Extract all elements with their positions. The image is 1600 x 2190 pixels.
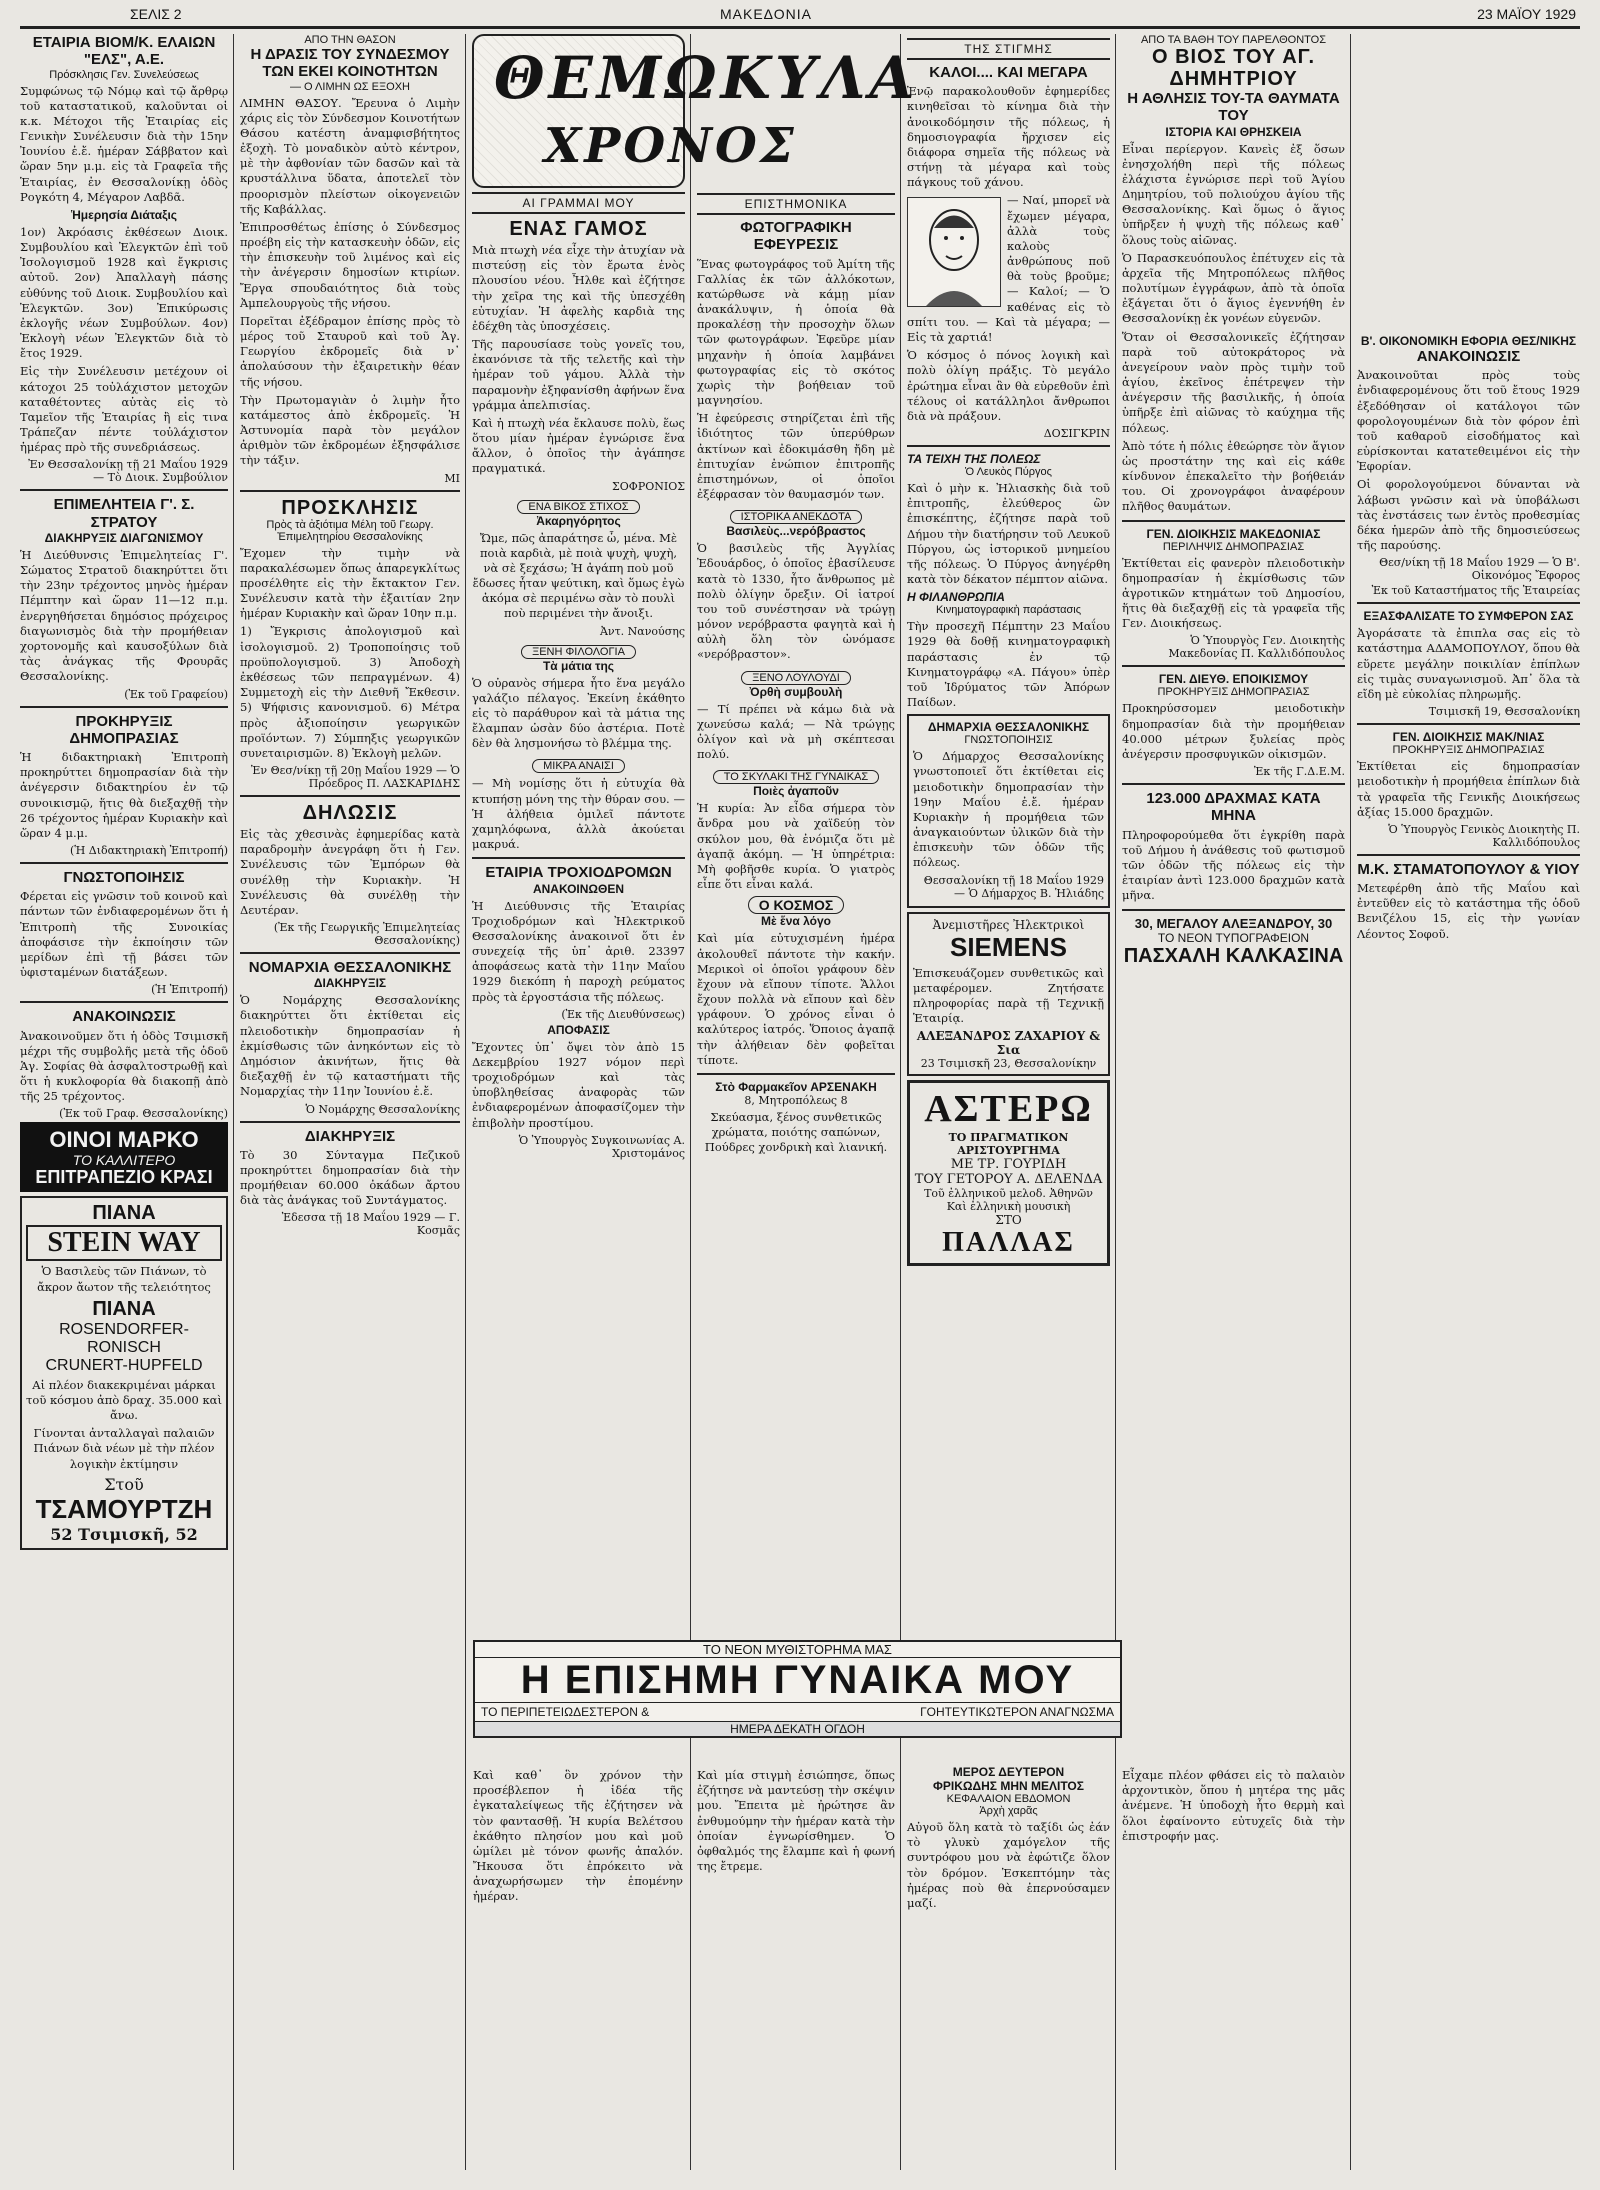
signature: Ἀντ. Νανούσης (599, 624, 685, 638)
signature: Ἐκ τοῦ Καταστήματος τῆς Ἑταιρείας (1371, 584, 1580, 598)
agenda-list: 1) Ἔγκρισις ἀπολογισμοῦ καὶ ἰσολογισμοῦ. 2) Τροποποίησις τοῦ προϋπολογισμοῦ. 3) Ἀποδοχὴ ἐκθέσεως τῶν πεπραγμένων. 4) Συμμετοχὴ εἰς τὴν Διεθνῆ Ἔκθεσιν. 5) Ψήφισις κανονισμοῦ. 6) Μέτρα πρὸς ἀξιοποίησιν γεωργικῶν προϊόντων. 7) Σύμπηξις γεωργικῶν συνεταιρισμῶν. 8) Ἐκλογὴ μελῶν. (240, 624, 460, 760)
article-text: Ὁ Δήμαρχος Θεσσαλονίκης γνωστοποιεῖ ὅτι ἐκτίθεται εἰς μειοδοτικὴν δημοπρασίαν τὴν 19ην Μαΐου ἐ.ἔ. ἡμέραν Κυριακὴν ἡ προμήθεια τῶν ἀναγκαιούντων ὑλικῶν διὰ τὴν ἐπισκευὴν τῶν ὁδῶν τῆς πόλεως. (913, 749, 1104, 870)
article-text: Οἱ φορολογούμενοι δύνανται νὰ λάβωσι γνῶσιν καὶ νὰ ὑποβάλωσι τὰς ἐνστάσεις των ἐντὸς προθεσμίας δέκα ἡμερῶν ἀπὸ τῆς δημοσιεύσεως τῆς παρούσης. (1357, 477, 1580, 553)
ad-text: Στοῦ (104, 1474, 144, 1494)
serial-column-1 (473, 1765, 683, 2165)
masthead (20, 4, 1580, 29)
signature: Θεσ/νίκη τῇ 18 Μαΐου 1929 — Ὁ Β'. Οἰκονόμος Ἔφορος (1379, 556, 1580, 583)
agenda-title: Ἡμερησία Διάταξις (70, 207, 178, 222)
ad-text: Ὁ Βασιλεὺς τῶν Πιάνων, τὸ ἄκρον ἄωτον τῆς τελειότητος (37, 1264, 211, 1294)
article-title: ΚΑΛΟΙ.... ΚΑΙ ΜΕΓΑΡΑ (929, 64, 1088, 81)
article-text: Ὁ βασιλεὺς τῆς Ἀγγλίας Ἐδουάρδος, ὁ ὁποῖος ἐβασίλευσε κατὰ τὸ 1330, ἦτο ἄνθρωπος μὲ πολὺ ὀλίγην ὄρεξιν. Οἱ ἰατροί του τοῦ συνέστησαν νὰ τρώγῃ μόνον νερόβραστα φαγητὰ καὶ ἡ αὐλὴ ὅλη τὸν ὠνόμασε «νερόβραστον». (697, 541, 895, 662)
serial-subtitle (475, 1702, 1120, 1721)
cinema-name: ΠΑΛΛΑΣ (942, 1227, 1075, 1259)
article-subtitle: ΙΣΤΟΡΙΑ ΚΑΙ ΘΡΗΣΚΕΙΑ (1165, 124, 1302, 139)
column-rule (1115, 34, 1116, 2170)
notice-title: ΓΕΝ. ΔΙΟΙΚΗΣΙΣ ΜΑΚΕΔΟΝΙΑΣ (1146, 526, 1321, 541)
notice-subtitle: ΔΙΑΚΗΡΥΞΙΣ ΔΙΑΓΩΝΙΣΜΟΥ (44, 530, 204, 545)
column-rule (1350, 34, 1351, 2170)
article-text: Τὴν Πρωτομαγιὰν ὁ λιμὴν ἦτο κατάμεστος ἀπὸ ἐκδρομεῖς. Ἡ Ἀστυνομία παρὰ τὸν μεγάλον ἀριθμὸν τῶν ἐκδρομέων ἐξησφάλισε τὴν τάξιν. (240, 392, 460, 468)
printing-ad-text: ΤΟ ΝΕΟΝ ΤΥΠΟΓΡΑΦΕΙΟΝ (1157, 930, 1310, 945)
divider (240, 490, 460, 492)
ad-text: ΣΤΟ (995, 1213, 1022, 1228)
divider (1357, 854, 1580, 856)
ad-heading: Ἀνεμιστῆρες Ἠλεκτρικοὶ (932, 917, 1085, 932)
serial-subtitle-right: ΓΟΗΤΕΥΤΙΚΩΤΕΡΟΝ ΑΝΑΓΝΩΣΜΑ (920, 1705, 1114, 1719)
notice-subtitle: ΔΙΑΚΗΡΥΞΙΣ (313, 976, 387, 991)
ad-tagline: ΤΟ ΚΑΛΛΙΤΕΡΟ (72, 1151, 176, 1168)
article-text: — Τί πρέπει νὰ κάμω διὰ νὰ χωνεύσω καλά; — Νὰ τρώγῃς ὀλίγον καὶ νὰ μὴ σκέπτεσαι πολύ. (697, 701, 895, 762)
ad-text: ΤΟΥ ΓΕΤΟΡΟΥ Α. ΔΕΛΕΝΔΑ (914, 1172, 1103, 1188)
serial-subtitle-left: ΤΟ ΠΕΡΙΠΕΤΕΙΩΔΕΣΤΕΡΟΝ & (481, 1705, 650, 1719)
article-text: Καὶ ἡ πτωχὴ νέα ἔκλαυσε πολὺ, ἕως ὅτου μίαν ἡμέραν ἐγνώρισε ἕνα ἄλλον, ὁ ὁποῖος τὴν ἀγάπησε πραγματικά. (472, 415, 685, 476)
astero-film-advertisement (907, 1080, 1110, 1266)
ad-text: Αἱ πλέον διακεκριμέναι μάρκαι τοῦ κόσμου ἀπὸ δραχ. 35.000 καὶ ἄνω. (26, 1377, 222, 1423)
section-tag: Ο ΚΟΣΜΟΣ (748, 896, 845, 914)
article-text: Εἶναι περίεργον. Κανεὶς ἐξ ὅσων ἐνησχολήθη περὶ τῆς πόλεως ἐλάχιστα ἐγνώρισε περὶ τοῦ Ἁγίου Δημητρίου, τοῦ πολιούχου ἁγίου τῆς Θεσσαλονίκης. Καὶ ὅμως ὁ ἅγιος ὑπῆρξεν ἡ ψυχὴ τῆς πόλεως καθ᾽ ὅλους τοὺς αἰῶνας. (1122, 141, 1345, 247)
article-text: Εἰς τὰς χθεσινὰς ἐφημερίδας κατὰ παραδρομὴν ἀνεγράφη ὅτι ἡ Γεν. Συνέλευσις τῶν Ἐμπόρων θὰ συνέλθῃ τὴν Κυριακὴν. Ἡ Συνέλευσις θὰ συνέλθῃ τὴν Δευτέραν. (240, 827, 460, 917)
article-text: Πληροφορούμεθα ὅτι ἐγκρίθη παρὰ τοῦ Δήμου ἡ ἀνάθεσις τοῦ φωτισμοῦ τῶν ὁδῶν τῆς πόλεως εἰς τὴν ἑταιρίαν ἀντὶ 123.000 δραχμῶν κατὰ μῆνα. (1122, 827, 1345, 903)
decorative-section-title (472, 34, 919, 188)
ad-heading: ΠΙΑΝΑ (92, 1297, 156, 1320)
article-text: Ἀνακοινοῦται πρὸς τοὺς ἐνδιαφερομένους ὅτι τοῦ ἔτους 1929 ἐξεδόθησαν οἱ κατάλογοι τῶν φορολογουμένων διὰ τὸν φόρον ἐπὶ τοῦ καθαροῦ εἰσοδήματος καὶ εὑρίσκονται κατατεθειμένοι εἰς τὴν Ἐφορίαν. (1357, 368, 1580, 474)
deco-title-line-1: ΘΕΜΩΚΥΛΑ (494, 44, 919, 112)
ad-brand: STEIN WAY (26, 1225, 222, 1261)
ad-slogan: ΕΠΙΤΡΑΠΕΖΙΟ ΚΡΑΣΙ (35, 1166, 213, 1187)
signature: Τσιμισκῆ 19, Θεσσαλονίκη (1428, 705, 1580, 719)
divider (20, 489, 228, 491)
notice-title: ΓΕΝ. ΔΙΕΥΘ. ΕΠΟΙΚΙΣΜΟΥ (1158, 672, 1309, 687)
article-text: Καὶ μία εὐτυχισμένη ἡμέρα ἀκολουθεῖ πάντοτε τὴν κακήν. Μερικοὶ οἱ ὁποῖοι γράφουν δὲν ἔχουν νὰ εἴπουν τίποτε. Ἄλλοι ἔχουν πολλὰ νὰ εἴπουν καὶ δὲν γράφουν. Ὁ χρόνος εἶναι ὁ καλύτερος ἰατρός. Ὅποιος ἀγαπᾷ τὴν ἀλήθειαν δὲν φοβεῖται τίποτε. (697, 931, 895, 1067)
column-rule (465, 34, 466, 2170)
serial-head: ΤΟ ΝΕΟΝ ΜΥΘΙΣΤΟΡΗΜΑ ΜΑΣ (475, 1642, 1120, 1658)
article-title: ΕΝΑΣ ΓΑΜΟΣ (509, 218, 648, 240)
column-5 (907, 34, 1110, 1634)
section-tag: ΜΙΚΡΑ ΑΝΑΙΣΙ (532, 759, 625, 773)
signature: (Ἡ Διδακτηριακὴ Ἐπιτροπή) (70, 844, 228, 858)
shop-ad-title: Μ.Κ. ΣΤΑΜΑΤΟΠΟΥΛΟΥ & ΥΙΟΥ (1357, 860, 1580, 878)
article-title: ΤΑ ΤΕΙΧΗ ΤΗΣ ΠΟΛΕΩΣ (907, 452, 1041, 467)
signature: (Ἐκ τοῦ Γραφείου) (124, 687, 228, 701)
ad-brand: CRUNERT-HUPFELD (45, 1356, 203, 1374)
pharmacy-ad-address: 8, Μητροπόλεως 8 (744, 1093, 848, 1107)
notice-subtitle: ΠΕΡΙΛΗΨΙΣ ΔΗΜΟΠΡΑΣΙΑΣ (1162, 540, 1305, 553)
serial-title: Η ΕΠΙΣΗΜΗ ΓΥΝΑΙΚΑ ΜΟΥ (520, 1658, 1075, 1702)
notice-title: ΠΡΟΣΚΛΗΣΙΣ (281, 496, 419, 519)
column-7 (1357, 34, 1580, 1634)
signature: (Ἐκ τοῦ Γραφ. Θεσσαλονίκης) (59, 1107, 228, 1121)
serial-novel-banner (473, 1640, 1122, 1738)
article-title: ΕΤΑΙΡΙΑ ΒΙΟΜ/Κ. ΕΛΑΙΩΝ "ΕΛΣ", Α.Ε. (32, 34, 216, 69)
notice-title: ΓΝΩΣΤΟΠΟΙΗΣΙΣ (63, 869, 185, 887)
section-rubric: ΤΗΣ ΣΤΙΓΜΗΣ (907, 38, 1110, 60)
article-text: Ὁ Νομάρχης Θεσσαλονίκης διακηρύττει ὅτι ἐκτίθεται εἰς πλειοδοτικὴν δημοπρασίαν ἡ ἐκμίσθωσις τῶν ἀνηκόντων εἰς τὸ Δημόσιον ἀκινήτων, ἥτις θὰ διεξαχθῇ ἐν τῷ καταστήματι τῆς Νομαρχίας τὴν 11ην Ἰουνίου ἐ.ἔ. (240, 993, 460, 1099)
signature: Ἐν Θεσ/νίκῃ τῇ 20ῃ Μαΐου 1929 — Ὁ Πρόεδρος Π. ΛΑΣΚΑΡΙΔΗΣ (251, 764, 460, 791)
dialog-text: — Ναί, μπορεῖ νὰ ἔχωμεν μέγαρα, ἀλλὰ τοὺς καλοὺς ἀνθρώπους ποῦ θὰ τοὺς βροῦμε; — Καλοί; — Ὁ καθένας εἰς τὸ σπίτι του. — Καὶ τὰ μέγαρα; — Εἰς τὰ χαρτιά! (907, 193, 1110, 344)
divider (20, 862, 228, 864)
column-rule (900, 34, 901, 2170)
article-text: Ἐνῷ παρακολουθοῦν ἐφημερίδες κινηθεῖσαι τὸ κίνημα διὰ τὴν ἀνοικοδόμησιν τῆς πόλεως, ἡ δημοσιογραφία ἤρχισεν εἰς διάφορα σημεῖα τῆς πόλεως νὰ στήνῃ τὰ μέγαρα καὶ τοὺς πάγκους τοῦ χάνου. (907, 84, 1110, 190)
wine-advertisement (20, 1122, 228, 1192)
article-text: Τῆς παρουσίασε τοὺς γονεῖς του, ἐκανόνισε τὰ τῆς τελετῆς καὶ τὴν ἡμέραν τοῦ γάμου. Ἀλλὰ τὴν παραμονὴν ἐξηφανίσθη ἀφήνων ἕνα γράμμα ἀπελπισίας. (472, 337, 685, 412)
article-text: Ἕνας φωτογράφος τοῦ Ἀμίτη τῆς Γαλλίας ἐκ τῶν ἀλλόκοτων, κατώρθωσε νὰ κάμῃ μίαν ἀνακάλυψιν, ἡ ὁποία θὰ προκαλέσῃ τὴν προσοχὴν ὅλων τῶν φωτογράφων. Ἐφεῦρε μίαν μηχανὴν ἡ ὁποία λαμβάνει φωτογραφίας εἰς τὸ σκότος χωρὶς τὴν βοήθειαν τοῦ μαγνησίου. (697, 256, 895, 408)
article-text: Πορεῖται ἐξέδραμον ἐπίσης πρὸς τὸ μέρος τοῦ Σταυροῦ καὶ τοῦ Ἁγ. Γεωργίου ἐκδρομεῖς διὰ ν᾽ ἀπολαύσουν τὴν ἐξαιρετικὴν θέαν τῆς νήσου. (240, 313, 460, 389)
article-text: Συμφώνως τῷ Νόμῳ καὶ τῷ ἄρθρῳ τοῦ καταστατικοῦ, καλοῦνται οἱ κ.κ. Μέτοχοι τῆς Ἑταιρίας εἰς Γενικὴν Συνέλευσιν διὰ τὴν 15ην Ἰουνίου ἐ.ἔ. ἡμέραν Σάββατον καὶ ὥραν 5ην μ.μ. εἰς τὰ Γραφεῖα τῆς Ἑταιρίας, ἐν Θεσσαλονίκῃ ὁδὸς Ρογκότη 4, Μέγαρον Λαβδᾶ. (20, 83, 228, 204)
article-subtitle: — Ο ΛΙΜΗΝ ΩΣ ΕΞΟΧΗ (290, 80, 410, 93)
divider (1122, 783, 1345, 785)
ad-brand: SIEMENS (949, 931, 1068, 962)
article-text: Εἰς τὴν Συνέλευσιν μετέχουν οἱ κάτοχοι 25 τοὐλάχιστον μετοχῶν καταθέτοντες αὐτὰς εἰς τὸ Ταμεῖον τῆς Ἑταιρίας ἢ εἰς τινα Τράπεζαν πέντε τοὐλάχιστον ἡμέρας πρὸ τῆς συνεδριάσεως. (20, 364, 228, 455)
divider (240, 1121, 460, 1123)
notice-title: Β'. ΟΙΚΟΝΟΜΙΚΗ ΕΦΟΡΙΑ ΘΕΣ/ΝΙΚΗΣ (1360, 334, 1577, 348)
notice-subtitle: ΑΝΑΚΟΙΝΩΘΕΝ (532, 881, 625, 896)
issue-date: 23 ΜΑΪΟΥ 1929 (1477, 6, 1576, 22)
page-number: ΣΕΛΙΣ 2 (130, 6, 182, 22)
divider (1122, 909, 1345, 911)
serial-column-2 (697, 1765, 895, 2165)
divider (697, 1073, 895, 1075)
column-2 (240, 34, 460, 2174)
signature: Ἐν Θεσσαλονίκῃ τῇ 21 Μαΐου 1929 — Τὸ Διοικ. Συμβούλιον (28, 458, 228, 485)
notice-title: 123.000 ΔΡΑΧΜΑΣ ΚΑΤΑ ΜΗΝΑ (1146, 790, 1321, 825)
serial-day: ΗΜΕΡΑ ΔΕΚΑΤΗ ΟΓΔΟΗ (475, 1721, 1120, 1736)
piano-advertisement (20, 1196, 228, 1549)
article-text: Ὁ οὐρανὸς σήμερα ἦτο ἕνα μεγάλο γαλάζιο πέλαγος. Ἐκείνη ἐκάθητο εἰς τὸ παράθυρον καὶ τὰ μάτια της ἔλαμπαν ὡσὰν δύο ἀστέρια. Ποτὲ δὲν θὰ λησμονήσω τὸ βλέμμα της. (472, 675, 685, 751)
section-tag: ΙΣΤΟΡΙΚΑ ΑΝΕΚΔΟΤΑ (730, 510, 863, 524)
ad-title: ΕΞΑΣΦΑΛΙΣΑΤΕ ΤΟ ΣΥΜΦΕΡΟΝ ΣΑΣ (1363, 609, 1574, 624)
article-title: Η ΦΙΛΑΝΘΡΩΠΙΑ (907, 590, 1005, 605)
divider (1357, 602, 1580, 604)
divider (240, 795, 460, 797)
article-kicker: Πρόσκλησις Γεν. Συνελεύσεως (49, 68, 199, 81)
signature: (Ἡ Ἐπιτροπή) (151, 983, 228, 997)
serial-part: ΜΕΡΟΣ ΔΕΥΤΕΡΟΝ (952, 1765, 1065, 1779)
poem-title: Ἀκαρηγόρητος (536, 513, 621, 528)
article-text: Μετεφέρθη ἀπὸ τῆς Μαΐου καὶ ἐντεῦθεν εἰς τὸ κατάστημα τῆς ὁδοῦ Βενιζέλου 15, εἰς τὴν γωνίαν Λέοντος Σοφοῦ. (1357, 881, 1580, 941)
municipal-notice (907, 714, 1110, 907)
divider (472, 857, 685, 859)
article-text: Ἐπιπροσθέτως ἐπίσης ὁ Σύνδεσμος προέβη εἰς τὴν κατασκευὴν ὁδῶν, εἰς τὴν ἐπισκευὴν τοῦ λιμένος καὶ εἰς τὴν ἀνέγερσιν δημοσίων κτιρίων. Ἔργα σπουδαιότητος διὰ τοὺς Ἀμπελουργοὺς τῆς νήσου. (240, 219, 460, 310)
film-title: ΑΣΤΕΡΩ (924, 1088, 1093, 1131)
article-title: Η ΔΡΑΣΙΣ ΤΟΥ ΣΥΝΔΕΣΜΟΥ ΤΩΝ ΕΚΕΙ ΚΟΙΝΟΤΗΤΩΝ (250, 46, 450, 81)
serial-chapter-title: Ἀρχὴ χαρᾶς (979, 1805, 1038, 1817)
ad-text: Ἐπισκευάζομεν συνθετικῶς καὶ μεταφέρομεν. Ζητήσατε πληροφορίας παρὰ τῇ Τεχνικῇ Ἑταιρίᾳ. (913, 965, 1104, 1026)
notice-subtitle: ΓΝΩΣΤΟΠΟΙΗΣΙΣ (964, 734, 1053, 747)
article-text: Φέρεται εἰς γνῶσιν τοῦ κοινοῦ καὶ πάντων τῶν ἐνδιαφερομένων ὅτι ἡ Ἐπιτροπὴ τῆς Συνοικίας ἀποφάσισε τὴν ἐκποίησιν τῶν μερίδων ἐπὶ τῇ βάσει τῶν ὑφισταμένων διατάξεων. (20, 889, 228, 980)
advice-title: Ὀρθὴ συμβουλὴ (749, 684, 843, 699)
notice-subtitle: ΑΠΟΦΑΣΙΣ (547, 1022, 610, 1037)
article-subtitle: Ὁ Λευκὸς Πύργος (965, 466, 1052, 479)
ad-text: ΜΕ ΤΡ. ΓΟΥΡΙΔΗ (950, 1157, 1067, 1173)
signature: ΣΟΦΡΟΝΙΟΣ (612, 479, 685, 493)
signature: ΜΙ (444, 471, 460, 485)
notice-title: ΕΠΙΜΕΛΗΤΕΙΑ Γ'. Σ. ΣΤΡΑΤΟΥ (53, 496, 195, 531)
divider (1357, 723, 1580, 725)
notice-title: ΝΟΜΑΡΧΙΑ ΘΕΣΣΑΛΟΝΙΚΗΣ (248, 959, 452, 977)
section-rubric: ΕΠΙΣΤΗΜΟΝΙΚΑ (697, 193, 895, 215)
article-title: ΦΩΤΟΓΡΑΦΙΚΗ ΕΦΕΥΡΕΣΙΣ (740, 219, 852, 254)
signature: Ἐκ τῆς Γ.Δ.Ε.Μ. (1254, 765, 1345, 779)
notice-title: ΠΡΟΚΗΡΥΞΙΣ ΔΗΜΟΠΡΑΣΙΑΣ (69, 712, 179, 747)
section-tag: ΞΕΝΗ ΦΙΛΟΛΟΓΙΑ (521, 645, 636, 659)
signature: Ὁ Ὑπουργὸς Συγκοινωνίας Α. Χριστομάνος (518, 1133, 685, 1160)
humor-title: Ποιὲς ἀγαποῦν (753, 784, 839, 799)
serial-column-3 (907, 1765, 1110, 2165)
notice-title: ΑΝΑΚΟΙΝΩΣΙΣ (72, 1008, 176, 1026)
pharmacy-ad-text: Σκεύασμα, ξένος συνθετικῶς χρώματα, ποιότης σαπώνων, Πούδρες χονδρικὴ καὶ λιανική. (704, 1109, 888, 1155)
article-text: Καὶ ὁ μὴν κ. Ἠλιασκὴς διὰ τοῦ ἐπιτροπῆς, ἐλεύθερος ὢν ἐπισκέπτης, ἐζήτησε παρὰ τοῦ Δήμου τὴν διατήρησιν τοῦ Λευκοῦ Πύργου, ὡς ἱστορικοῦ μνημείου τῆς πόλεως. Ὁ Πύργος ἀνηγέρθη κατὰ τὸν δέκατον πέμπτον αἰῶνα. (907, 481, 1110, 587)
column-1 (20, 34, 228, 2174)
article-text: Προκηρύσσομεν μειοδοτικὴν δημοπρασίαν διὰ τὴν προμήθειαν 40.000 μέτρων ξυλείας πρὸς ἀνέγερσιν προσφυγικῶν οἰκισμῶν. (1122, 701, 1345, 761)
anecdote-title: Βασιλεὺς...νερόβραστος (726, 524, 866, 539)
signature: Ὁ Ὑπουργὸς Γενικὸς Διοικητὴς Π. Καλλιδόπουλος (1388, 822, 1580, 849)
ad-heading: ΠΙΑΝΑ (92, 1202, 156, 1225)
signature: Θεσσαλονίκη τῇ 18 Μαΐου 1929 — Ὁ Δήμαρχος Β. Ἡλιάδης (923, 873, 1104, 900)
notice-subtitle: Πρὸς τὰ ἀξιότιμα Μέλη τοῦ Γεωργ. Ἐπιμελητηρίου Θεσσαλονίκης (266, 518, 434, 543)
notice-title: ΓΕΝ. ΔΙΟΙΚΗΣΙΣ ΜΑΚ/ΝΙΑΣ (1392, 730, 1545, 745)
section-tag: ΞΕΝΟ ΛΟΥΛΟΥΔΙ (741, 671, 851, 685)
ad-address: 52 Τσιμισκῆ, 52 (50, 1524, 198, 1544)
serial-text: Καὶ καθ᾽ ὃν χρόνον τὴν προσέβλεπον ἡ ἰδέα τῆς ἐγκαταλείψεως τῆς ἐζήτησεν νὰ τὸν φαντασθῇ. Ἡ κυρία Βελέτσου ἐκάθητο πλησίον μου καὶ μοῦ ὡμίλει μὲ τόνον φωνῆς ἀπαλόν. Ἤκουσα ὅτι ἐπρόκειτο νὰ ἀναχωρήσωμεν τὴν ἑπομένην ἡμέραν. (473, 1768, 683, 1904)
serial-part-title: ΦΡΙΚΩΔΗΣ ΜΗΝ ΜΕΛΙΤΟΣ (933, 1779, 1084, 1793)
notice-subtitle: ΠΡΟΚΗΡΥΞΙΣ ΔΗΜΟΠΡΑΣΙΑΣ (1157, 686, 1310, 699)
divider (1122, 665, 1345, 667)
article-kicker: ΑΠΟ ΤΗΝ ΘΑΣΟΝ (304, 34, 396, 46)
divider (240, 952, 460, 954)
article-text: Ἔχοντες ὑπ᾽ ὄψει τὸν ἀπὸ 15 Δεκεμβρίου 1927 νόμον περὶ τροχιοδρόμων καὶ τὰς ὑποβληθείσας ἀναφορὰς τῶν ἐνδιαφερομένων ἀποφασίζομεν τὴν ἐπιβολὴν προστίμου. (472, 1039, 685, 1130)
ad-store-name: ΤΣΑΜΟΥΡΤΖΗ (35, 1493, 213, 1524)
article-text: Ἔχομεν τὴν τιμὴν νὰ παρακαλέσωμεν ὅπως ἀπαρεγκλίτως προσέλθητε εἰς τὴν ἔκτακτον Γεν. Συνέλευσιν κατὰ τὴν ἐξαιτίαν 2ην ἡμέραν Κυριακὴν καὶ ὥραν 10ην π.μ. (240, 545, 460, 621)
article-kicker: ΑΠΟ ΤΑ ΒΑΘΗ ΤΟΥ ΠΑΡΕΛΘΟΝΤΟΣ (1140, 34, 1327, 46)
article-text: Ἀπὸ τότε ἡ πόλις ἐθεώρησε τὸν ἅγιον ὡς προστάτην της καὶ εἰς κάθε κίνδυνον ἐπεκαλεῖτο τὴν βοήθειάν του. Οἱ χρονογράφοι ἀναφέρουν πλῆθος θαυμάτων. (1122, 438, 1345, 514)
deco-title-line-2: ΧΡΟΝΟΣ (544, 118, 797, 174)
signature: (Ἐκ τῆς Διευθύνσεως) (561, 1007, 685, 1021)
notice-subtitle: ΠΡΟΚΗΡΥΞΙΣ ΔΗΜΟΠΡΑΣΙΑΣ (1392, 744, 1545, 757)
section-rubric: ΑΙ ΓΡΑΜΜΑΙ ΜΟΥ (472, 192, 685, 214)
pharmacy-ad-title: Στὸ Φαρμακεῖον ΑΡΣΕΝΑΚΗ (715, 1079, 877, 1094)
serial-chapter: ΚΕΦΑΛΑΙΟΝ ΕΒΔΟΜΟΝ (946, 1793, 1071, 1805)
notice-title: ΔΗΛΩΣΙΣ (302, 802, 398, 825)
section-tag: ΕΝΑ ΒΙΚΟΣ ΣΤΙΧΟΣ (517, 500, 639, 514)
article-text: Ὅταν οἱ Θεσσαλονικεῖς ἐζήτησαν παρὰ τοῦ αὐτοκράτορος νὰ ἀνεγείρουν ναὸν πρὸς τιμὴν τοῦ ἁγίου, ἐκεῖνος ἐπέτρεψεν τὴν ἀνέγερσιν τῆς βασιλικῆς, ἡ ὁποία ὑπῆρξε ἐπὶ αἰῶνας τὸ καύχημα τῆς πόλεως. (1122, 329, 1345, 435)
printing-ad-address: 30, ΜΕΓΑΛΟΥ ΑΛΕΞΑΝΔΡΟΥ, 30 (1134, 915, 1333, 931)
printing-ad-name: ΠΑΣΧΑΛΗ ΚΑΛΚΑΣΙΝΑ (1123, 944, 1344, 967)
divider (1122, 520, 1345, 522)
article-text: Ἀνακοινοῦμεν ὅτι ἡ ὁδὸς Τσιμισκῆ μέχρι τῆς συμβολῆς μετὰ τῆς ὁδοῦ Ἁγ. Σοφίας θὰ ἀσφαλτοστρωθῇ καὶ ὅτι ἡ κυκλοφορία θὰ διακοπῇ ἀπὸ τῆς 25 τρέχοντος. (20, 1028, 228, 1104)
aphorism-title: Μὲ ἕνα λόγο (761, 914, 831, 929)
article-text: Ἐκτίθεται εἰς φανερὸν πλειοδοτικὴν δημοπρασίαν ἡ ἐκμίσθωσις τῶν ἀγροτικῶν κτημάτων τοῦ Δημοσίου, ἥτις θὰ διεξαχθῇ εἰς τὰ γραφεῖα τῆς Γεν. Διοικήσεως. (1122, 555, 1345, 631)
ad-company: ΑΛΕΞΑΝΔΡΟΣ ΖΑΧΑΡΙΟΥ & Σια (916, 1029, 1101, 1058)
article-text: Ὁ Παρασκευόπουλος ἐπέτυχεν εἰς τὰ ἀρχεῖα τῆς Μητροπόλεως πλῆθος πολυτίμων ἐγγράφων, ἀπὸ τὰ ὁποῖα ἐξάγεται ὅτι ὁ ἅγιος ἐγεννήθη ἐν Θεσσαλονίκῃ ἐκ γονέων εὐγενῶν. (1122, 250, 1345, 326)
article-text: — Μὴ νομίσῃς ὅτι ἡ εὐτυχία θὰ κτυπήσῃ μόνη της τὴν θύραν σου. — Ἡ ἀλήθεια ὁμιλεῖ πάντοτε χαμηλόφωνα, ἀλλὰ ἀκούεται μακρυά. (472, 776, 685, 852)
article-text: Μιὰ πτωχὴ νέα εἶχε τὴν ἀτυχίαν νὰ πιστεύσῃ εἰς τὸν ἔρωτα ἑνὸς πλουσίου νέου. Ἦλθε καὶ ἐζήτησε τὴν χεῖρα της καὶ τῆς ὑπεσχέθη εὐτυχίαν. Ἡ ἀφελὴς καρδιὰ της ἐδέχθη τὰς ὑποσχέσεις. (472, 243, 685, 333)
notice-title: ΔΙΑΚΗΡΥΞΙΣ (304, 1127, 396, 1145)
serial-text: Καὶ μία στιγμὴ ἐσιώπησε, ὅπως ἐζήτησε νὰ μαντεύσῃ τὴν σκέψιν μου. Ἔπειτα μὲ ἠρώτησε ἂν ἐνθυμούμην τὴν ἡμέραν κατὰ τὴν ὁποίαν ἐγνωρίσθημεν. Ὁ ὀφθαλμός της ἔλαμπε καὶ ἡ φωνή της ἔτρεμε. (697, 1768, 895, 1874)
poem-text: Ὤμε, πῶς ἀπαράτησε ὦ, μένα. Μὲ ποιὰ καρδιὰ, μὲ ποιὰ ψυχὴ, ψυχὴ, νὰ σὲ ξεχάσω; Ἡ ἀγάπη ποὺ μοῦ ἔδωσες ἦταν ψεύτικη, καὶ ὅμως ἐγὼ ἀκόμα σὲ περιμένω σὰν τὸ πουλὶ ποὺ περιμένει τὴν ἄνοιξι. (472, 530, 685, 621)
article-text: Τὸ 30 Σύνταγμα Πεζικοῦ προκηρύττει δημοπρασίαν διὰ τὴν προμήθειαν 60.000 ὀκάδων ἄρτου διὰ τὰς ἀνάγκας τοῦ Συντάγματος. (240, 1147, 460, 1208)
article-text: Ἡ ἐφεύρεσις στηρίζεται ἐπὶ τῆς ἰδιότητος τῶν ὑπερύθρων ἀκτίνων καὶ ἐδοκιμάσθη ἤδη μὲ ἐπιτυχίαν ἐνώπιον ἐπιτροπῆς ἐπιστημόνων, οἱ ὁποῖοι ἐξέφρασαν τὸν θαυμασμόν των. (697, 411, 895, 502)
article-text: Ἡ Διεύθυνσις τῆς Ἑταιρίας Τροχιοδρόμων καὶ Ἠλεκτρικοῦ Θεσσαλονίκης ἀνακοινοῖ ὅτι ἐν συνεχείᾳ τῆς ὑπ᾽ ἀριθ. 23397 ἀποφάσεως κατὰ τὴν 11ην Μαΐου 1929 διεκόπη ἡ παροχὴ ρεύματος πρὸς τὰ ἐργοστάσια τῆς πόλεως. (472, 898, 685, 1004)
column-rule (233, 34, 234, 2170)
notice-title: ΕΤΑΙΡΙΑ ΤΡΟΧΙΟΔΡΟΜΩΝ (485, 864, 672, 882)
notice-title: ΔΗΜΑΡΧΙΑ ΘΕΣΣΑΛΟΝΙΚΗΣ (927, 720, 1090, 735)
signature: Ὁ Νομάρχης Θεσσαλονίκης (305, 1102, 460, 1116)
ad-text: Γίνονται ἀνταλλαγαὶ παλαιῶν Πιάνων διὰ νέων μὲ τὴν πλέον λογικὴν ἐκτίμησιν (33, 1426, 215, 1471)
serial-column-4 (1122, 1765, 1345, 2165)
siemens-advertisement (907, 912, 1110, 1077)
article-subtitle: Η ΑΘΛΗΣΙΣ ΤΟΥ-ΤΑ ΘΑΥΜΑΤΑ ΤΟΥ (1127, 90, 1340, 125)
column-4 (697, 34, 895, 1634)
signature: ΔΟΣΙΓΚΡΙΝ (1043, 427, 1110, 441)
article-title: Ο ΒΙΟΣ ΤΟΥ ΑΓ. ΔΗΜΗΤΡΙΟΥ (1151, 46, 1316, 90)
ad-brand: ΟΙΝΟΙ ΜΑΡΚΟ (49, 1127, 199, 1153)
cartoon-portrait-image (907, 197, 1001, 307)
column-6 (1122, 34, 1345, 1634)
ad-brand: ROSENDORFER-RONISCH (59, 1320, 189, 1356)
ad-text: Καὶ ἑλληνικὴ μουσικὴ (946, 1200, 1071, 1214)
divider (20, 1001, 228, 1003)
story-title: Τὰ μάτια της (542, 658, 615, 673)
notice-subtitle: ΑΝΑΚΟΙΝΩΣΙΣ (1416, 348, 1521, 365)
section-tag: ΤΟ ΣΚΥΛΑΚΙ ΤΗΣ ΓΥΝΑΙΚΑΣ (713, 770, 879, 784)
signature: Ὁ Ὑπουργὸς Γεν. Διοικητὴς Μακεδονίας Π. Καλλιδόπουλος (1168, 634, 1345, 661)
article-text: Ὁ κόσμος ὁ πόνος λογικὴ καὶ πολὺ ὀλίγη πράξις. Τὸ μεγάλο ἐρώτημα εἶναι ἂν θὰ εὑρεθοῦν ἐπὶ τέλους οἱ κατάλληλοι ἄνθρωποι διὰ νὰ πράξουν. (907, 348, 1110, 423)
ad-text: Τοῦ ἐλληνικοῦ μελοδ. Ἀθηνῶν (924, 1187, 1093, 1201)
article-text: Ἐκτίθεται εἰς δημοπρασίαν μειοδοτικὴν ἡ προμήθεια ἐπίπλων διὰ τὰ γραφεῖα τῆς Γενικῆς Διοικήσεως ἀξίας 15.000 δραχμῶν. (1357, 759, 1580, 819)
article-text: Τὴν προσεχῆ Πέμπτην 23 Μαΐου 1929 θὰ δοθῇ κινηματογραφικὴ παράστασις ἐν τῷ Κινηματογράφῳ «Α. Πάγου» ὑπὲρ τοῦ Ἱδρύματος τῶν Ἀπόρων Παίδων. (907, 619, 1110, 710)
divider (907, 445, 1110, 447)
article-text: Ἡ Διεύθυνσις Ἐπιμελητείας Γ'. Σώματος Στρατοῦ διακηρύττει ὅτι τὴν 23ην τρέχοντος μηνὸς ἡμέραν Πέμπτην καὶ ὥραν 11—12 π.μ. ἐνεργηθήσεται δημόσιος πρόχειρος διαγωνισμὸς διὰ τὴν προμήθειαν χορτονομῆς καὶ καυσοξύλων διὰ τὰς ἀνάγκας τῆς Φρουρᾶς Θεσσαλονίκης. (20, 547, 228, 684)
article-subtitle: Κινηματογραφικὴ παράστασις (935, 604, 1082, 617)
column-rule (690, 34, 691, 2170)
serial-text: Εἶχαμε πλέον φθάσει εἰς τὸ παλαιὸν ἀρχοντικὸν, ὅπου ἡ μητέρα της μᾶς ἀνέμενε. Ἡ ὑποδοχὴ ἦτο θερμὴ καὶ ὅλοι ἐφαίνοντο εὐτυχεῖς διὰ τὴν ἐπιστροφήν μας. (1122, 1768, 1345, 1843)
article-text: Ἡ διδακτηριακὴ Ἐπιτροπὴ προκηρύττει δημοπρασίαν διὰ τὴν ἀνέγερσιν διδακτηρίου ἐν τῷ συνοικισμῷ, ἥτις θὰ διεξαχθῇ τὴν 26 τρέχοντος ἡμέραν Κυριακὴν καὶ ὥραν 4 μ.μ. (20, 750, 228, 840)
article-text: ΛΙΜΗΝ ΘΑΣΟΥ. Ἔρευνα ὁ Λιμὴν χάρις εἰς τὸν Σύνδεσμον Κοινοτήτων Θάσου κατέστη ἀναμφισβήτητος ἐξοχὴ. Τὸ μοναδικὸν αὐτὸ κέντρον, μὲ τὴν ἀφθονίαν τῶν δασῶν καὶ τὰ κρυστάλλινα ὕδατα, ἀποτελεῖ τὸν προορισμὸν πλείστων οἰκογενειῶν τῆς Καβάλλας. (240, 95, 460, 216)
divider (20, 706, 228, 708)
article-text: 1ον) Ἀκρόασις ἐκθέσεων Διοικ. Συμβουλίου καὶ Ἐλεγκτῶν ἐπὶ τοῦ Ἰσολογισμοῦ 1928 καὶ ἔγκρισις αὐτοῦ. 2ον) Ἀπαλλαγὴ πάσης εὐθύνης τοῦ Διοικ. Συμβουλίου καὶ Ἐλεγκτῶν. 3ον) Ἐπικύρωσις ἐκλογῆς νέων Συμβούλων. 4ον) Ἐκλογὴ νέων Ἐλεγκτῶν διὰ τὸ ἔτος 1929. (20, 224, 228, 361)
ad-text: ΤΟ ΠΡΑΓΜΑΤΙΚΟΝ ΑΡΙΣΤΟΥΡΓΗΜΑ (948, 1131, 1069, 1158)
signature: Ἐδεσσα τῇ 18 Μαΐου 1929 — Γ. Κοσμᾶς (281, 1211, 460, 1238)
signature: (Ἐκ τῆς Γεωργικῆς Ἐπιμελητείας Θεσσαλονίκης) (273, 921, 460, 948)
article-text: Ἡ κυρία: Ἀν εἶδα σήμερα τὸν ἄνδρα μου νὰ χαϊδεύῃ τὸν σκύλον μου, θὰ ἐνόμιζα ὅτι μὲ ἀγαπᾷ ἀκόμη. — Ἡ ὑπηρέτρια: Μὴ φοβῆσθε κυρία. Ὁ γιατρὸς εἶπε ὅτι εἶναι καλά. (697, 801, 895, 892)
ad-address: 23 Τσιμισκῆ 23, Θεσσαλονίκην (920, 1057, 1097, 1071)
newspaper-name: ΜΑΚΕΔΟΝΙΑ (720, 6, 812, 22)
article-text: Ἀγοράσατε τὰ ἐπιπλα σας εἰς τὸ κατάστημα ΑΔΑΜΟΠΟΥΛΟΥ, ὅπου θὰ εὕρετε μεγάλην ποικιλίαν ἐπίπλων εἰς τιμὰς συναγωνισμοῦ. Ἀπ᾽ ὅλα τὰ εἴδη μὲ εὐκολίας πληρωμῆς. (1357, 626, 1580, 701)
serial-text: Αὐγοῦ ὅλη κατὰ τὸ ταξίδι ὡς ἐάν τὸ γλυκὺ χαμόγελον τῆς συντρόφου μου νὰ ἐφώτιζε ὅλον τὸν δρόμον. Ἐσκεπτόμην τὰς ἡμέρας ποὺ θὰ ἐπερνούσαμεν μαζί. (907, 1820, 1110, 1910)
